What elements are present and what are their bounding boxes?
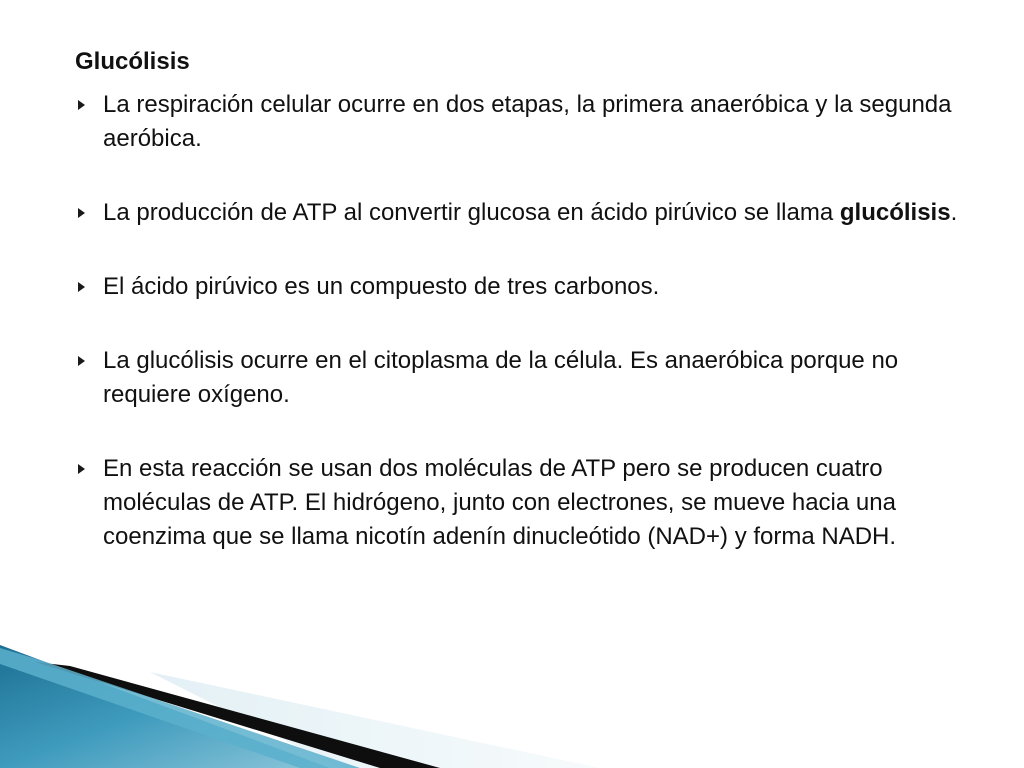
bullet-item: [70, 344, 980, 412]
right-triangle-icon: [78, 464, 85, 474]
bullet-text: La respiración celular ocurre en dos etapas, la primera anaeróbica y la segunda aeróbica.: [103, 91, 952, 152]
bullet-text: El ácido pirúvico es un compuesto de tres carbonos.: [103, 273, 660, 300]
bullet-item: [70, 270, 980, 304]
bullet-item: [70, 452, 980, 554]
right-triangle-icon: [78, 282, 85, 292]
bullet-list: [70, 88, 980, 554]
right-triangle-icon: [78, 208, 85, 218]
bullet-text: La glucólisis ocurre en el citoplasma de la célula. Es anaeróbica porque no requiere oxígeno.: [103, 347, 899, 408]
right-triangle-icon: [78, 356, 85, 366]
bullet-text: La producción de ATP al convertir glucosa en ácido pirúvico se llama: [103, 199, 840, 226]
slide-title: Glucólisis: [75, 48, 190, 75]
right-triangle-icon: [78, 100, 85, 110]
bullet-text-end: .: [950, 199, 958, 226]
bullet-text: En esta reacción se usan dos moléculas de ATP pero se producen cuatro moléculas de ATP. El hidrógeno, junto con electrones, se mueve hacia una coenzima que se llama nicotín adenín dinucleótido (NAD+) y forma NADH.: [103, 455, 897, 550]
bullet-item: [70, 88, 980, 156]
bullet-bold-term: glucólisis: [839, 199, 951, 226]
bullet-item: [70, 196, 980, 230]
